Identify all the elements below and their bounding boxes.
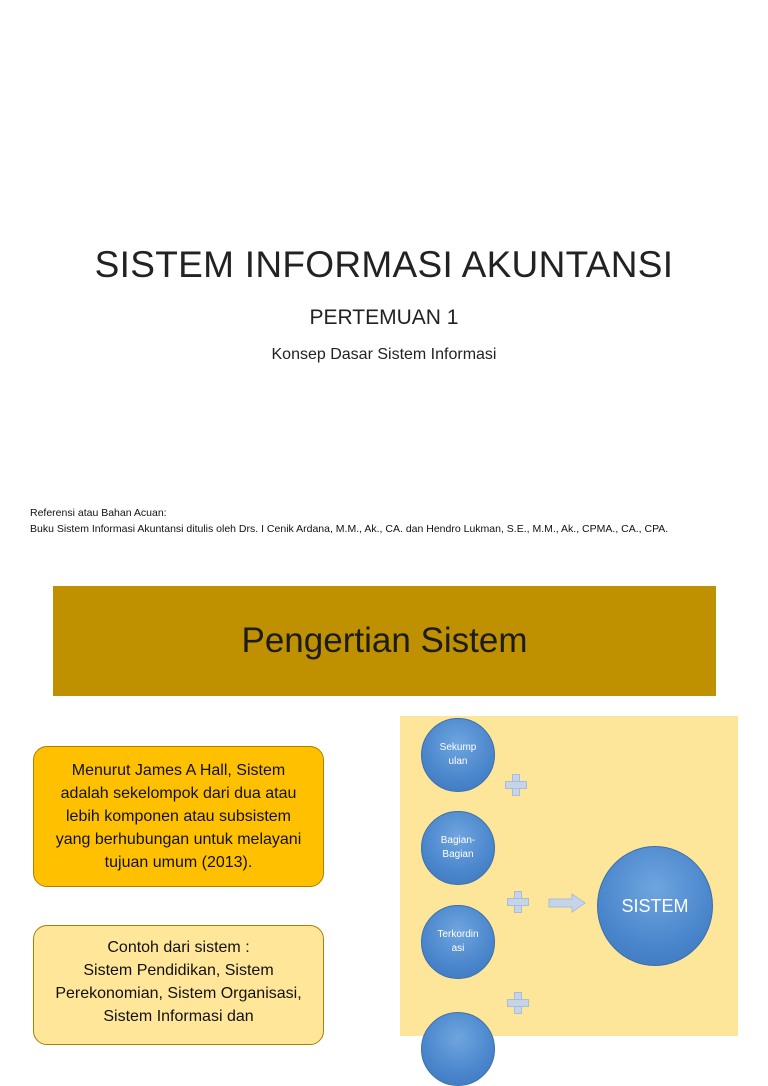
example-box — [33, 925, 324, 1045]
example-heading: Contoh dari sistem : — [107, 939, 250, 956]
section-banner — [53, 586, 716, 696]
slide-subtitle-topic: Konsep Dasar Sistem Informasi — [271, 346, 497, 363]
node-sistem-label: SISTEM — [621, 896, 689, 916]
node-bagian-bagian — [421, 811, 495, 885]
plus-icon — [505, 774, 525, 794]
system-diagram — [400, 716, 738, 1036]
definition-box — [33, 746, 324, 887]
node-sekumpulan-label: Sekump ulan — [439, 742, 477, 767]
plus-icon — [507, 891, 527, 911]
node-partial — [421, 1012, 495, 1086]
plus-icon — [507, 992, 527, 1012]
arrow-right-icon — [548, 893, 586, 913]
node-sistem — [597, 846, 713, 966]
node-sekumpulan — [421, 718, 495, 792]
example-text: Sistem Pendidikan, Sistem Perekonomian, Sistem Organisasi, Sistem Informasi dan — [55, 962, 302, 1025]
slide-title: SISTEM INFORMASI AKUNTANSI — [94, 244, 674, 285]
definition-text: Menurut James A Hall, Sistem adalah sekelompok dari dua atau lebih komponen atau subsistem yang berhubungan untuk melayani tujuan umum (2013). — [55, 762, 302, 871]
slide-subtitle: PERTEMUAN 1 — [309, 306, 459, 329]
section-heading: Pengertian Sistem — [241, 621, 528, 660]
reference-text: Buku Sistem Informasi Akuntansi ditulis oleh Drs. I Cenik Ardana, M.M., Ak., CA. dan Hendro Lukman, S.E., M.M., Ak., CPMA., CA., CPA. — [30, 523, 669, 535]
node-terkordinasi — [421, 905, 495, 979]
reference-label: Referensi atau Bahan Acuan: — [30, 507, 167, 519]
node-terkordinasi-label: Terkordin asi — [437, 929, 479, 954]
node-bagian-label: Bagian- Bagian — [440, 835, 476, 860]
reference-block — [30, 505, 668, 537]
